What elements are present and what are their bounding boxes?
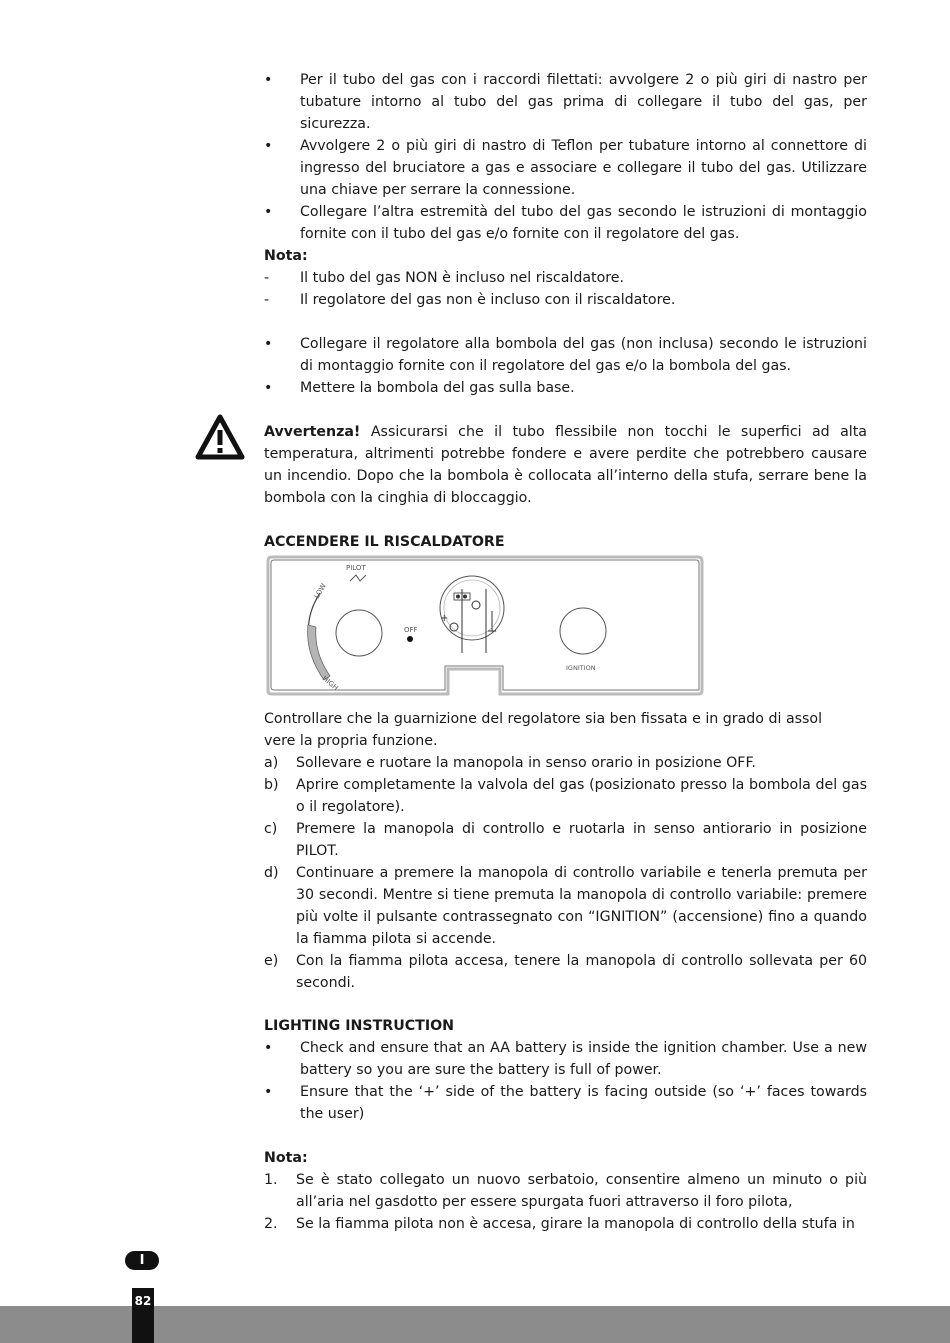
list-item: • Per il tubo del gas con i raccordi filettati: avvolgere 2 o più giri di nastro per tubature intorno al tubo del gas prima di collegare il tubo del gas, per sicurezza.: [264, 72, 867, 132]
list-item-text: Mettere la bombola del gas sulla base.: [300, 380, 575, 396]
list-item-text: Aprire completamente la valvola del gas (posizionato presso la bombola del gas o il regolatore).: [296, 777, 867, 815]
regulator-instructions: [264, 333, 867, 399]
list-item-text: Con la fiamma pilota accesa, tenere la manopola di controllo sollevata per 60 secondi.: [296, 953, 867, 991]
list-item-text: Check and ensure that an AA battery is inside the ignition chamber. Use a new battery so you are sure the battery is full of power.: [300, 1040, 867, 1078]
list-item: • Collegare l’altra estremità del tubo del gas secondo le istruzioni di montaggio fornite con il tubo del gas e/o fornite con il regolatore del gas.: [264, 204, 867, 242]
warning-triangle-icon: [195, 414, 245, 460]
list-item: - Il regolatore del gas non è incluso con il riscaldatore.: [264, 292, 676, 308]
list-item-text: Ensure that the ‘+’ side of the battery is facing outside (so ‘+’ faces towards the user): [300, 1084, 867, 1122]
list-item-text: Per il tubo del gas con i raccordi filettati: avvolgere 2 o più giri di nastro per tubature intorno al tubo del gas prima di collegare il tubo del gas, per sicurezza.: [300, 72, 867, 132]
list-item: • Mettere la bombola del gas sulla base.: [264, 380, 575, 396]
list-item: a) Sollevare e ruotare la manopola in senso orario in posizione OFF.: [264, 755, 756, 771]
svg-text:+: +: [440, 613, 449, 624]
gas-hose-instructions: [264, 69, 867, 245]
list-item-text: Se la fiamma pilota non è accesa, girare la manopola di controllo della stufa in: [296, 1216, 855, 1232]
pilot-label: PILOT: [346, 564, 366, 572]
list-item-text: Il tubo del gas NON è incluso nel riscaldatore.: [300, 270, 625, 286]
list-item-text: Se è stato collegato un nuovo serbatoio, consentire almeno un minuto o più all’aria nel gasdotto per essere spurgata fuori attraverso il foro pilota,: [296, 1172, 867, 1210]
note-section-2: [264, 1147, 867, 1235]
list-item-text: Sollevare e ruotare la manopola in senso orario in posizione OFF.: [296, 755, 756, 771]
list-item: • Avvolgere 2 o più giri di nastro di Teflon per tubature intorno al connettore di ingresso del bruciatore a gas e associare e collegare il tubo del gas. Utilizzare una chiave per serrare la connessione.: [264, 138, 867, 198]
section-heading-accendere: ACCENDERE IL RISCALDATORE: [264, 534, 505, 550]
list-item: e) Con la fiamma pilota accesa, tenere la manopola di controllo sollevata per 60 secondi.: [264, 953, 867, 991]
high-label: HIGH: [320, 674, 340, 693]
lighting-steps-italian: [264, 708, 867, 994]
intro-line: Controllare che la guarnizione del regolatore sia ben fissata e in grado di assol: [264, 711, 823, 727]
list-item-text: Collegare l’altra estremità del tubo del gas secondo le istruzioni di montaggio fornite con il tubo del gas e/o fornite con il regolatore del gas.: [300, 204, 867, 242]
off-label: OFF: [404, 626, 418, 634]
list-item: • Check and ensure that an AA battery is inside the ignition chamber. Use a new battery so you are sure the battery is full of power.: [264, 1040, 867, 1078]
note-section: [264, 245, 867, 311]
list-item-text: Collegare il regolatore alla bombola del gas (non inclusa) secondo le istruzioni di montaggio fornite con il regolatore del gas e/o la bombola del gas.: [300, 336, 867, 374]
list-item: • Collegare il regolatore alla bombola del gas (non inclusa) secondo le istruzioni di montaggio fornite con il regolatore del gas e/o la bombola del gas.: [264, 336, 867, 374]
section-heading-lighting: LIGHTING INSTRUCTION: [264, 1018, 455, 1034]
note-title: Nota:: [264, 248, 308, 264]
list-item-text: Premere la manopola di controllo e ruotarla in senso antiorario in posizione PILOT.: [296, 821, 867, 859]
list-item-text: Avvolgere 2 o più giri di nastro di Teflon per tubature intorno al connettore di ingresso del bruciatore a gas e associare e collegare il tubo del gas. Utilizzare una chiave per serrare la connessione.: [300, 138, 867, 198]
intro-line: vere la propria funzione.: [264, 733, 438, 749]
low-label: LOW: [312, 582, 328, 600]
language-badge: I: [125, 1251, 159, 1270]
list-item: • Ensure that the ‘+’ side of the battery is facing outside (so ‘+’ faces towards the user): [264, 1084, 867, 1122]
list-item: 1. Se è stato collegato un nuovo serbatoio, consentire almeno un minuto o più all’aria nel gasdotto per essere spurgata fuori attraverso il foro pilota,: [264, 1172, 867, 1210]
warning-text: Assicurarsi che il tubo flessibile non tocchi le superfici ad alta temperatura, altrimenti potrebbe fondere e avere perdite che potrebbero causare un incendio. Dopo che la bombola è collocata all’interno della stufa, serrare bene la bombola con la cinghia di bloccaggio.: [264, 424, 868, 506]
list-item-text: Continuare a premere la manopola di controllo variabile e tenerla premuta per 30 secondi. Mentre si tiene premuta la manopola di controllo variabile: premere più volte il pulsante contrassegnato con “IGNITION” (accensione) fino a quando la fiamma pilota si accende.: [296, 865, 867, 947]
list-item: 2. Se la fiamma pilota non è accesa, girare la manopola di controllo della stufa in: [264, 1216, 855, 1232]
page-number: 82: [132, 1288, 154, 1343]
control-knob: [336, 610, 382, 656]
list-item: b) Aprire completamente la valvola del gas (posizionato presso la bombola del gas o il regolatore).: [264, 777, 867, 815]
warning-label: Avvertenza!: [264, 424, 361, 440]
list-item: c) Premere la manopola di controllo e ruotarla in senso antiorario in posizione PILOT.: [264, 821, 867, 859]
ignition-label: IGNITION: [566, 664, 596, 672]
lighting-instruction-section: [264, 1015, 867, 1125]
list-item-text: Il regolatore del gas non è incluso con il riscaldatore.: [300, 292, 676, 308]
warning-paragraph: [264, 421, 867, 509]
list-item: - Il tubo del gas NON è incluso nel riscaldatore.: [264, 270, 625, 286]
note-title: Nota:: [264, 1150, 308, 1166]
ignition-button: [560, 608, 606, 654]
control-panel-diagram: [264, 553, 704, 697]
list-item: d) Continuare a premere la manopola di controllo variabile e tenerla premuta per 30 secondi. Mentre si tiene premuta la manopola di controllo variabile: premere più volte il pulsante contrassegnato con “IGNITION” (accensione) fino a quando la fiamma pilota si accende.: [264, 865, 867, 947]
